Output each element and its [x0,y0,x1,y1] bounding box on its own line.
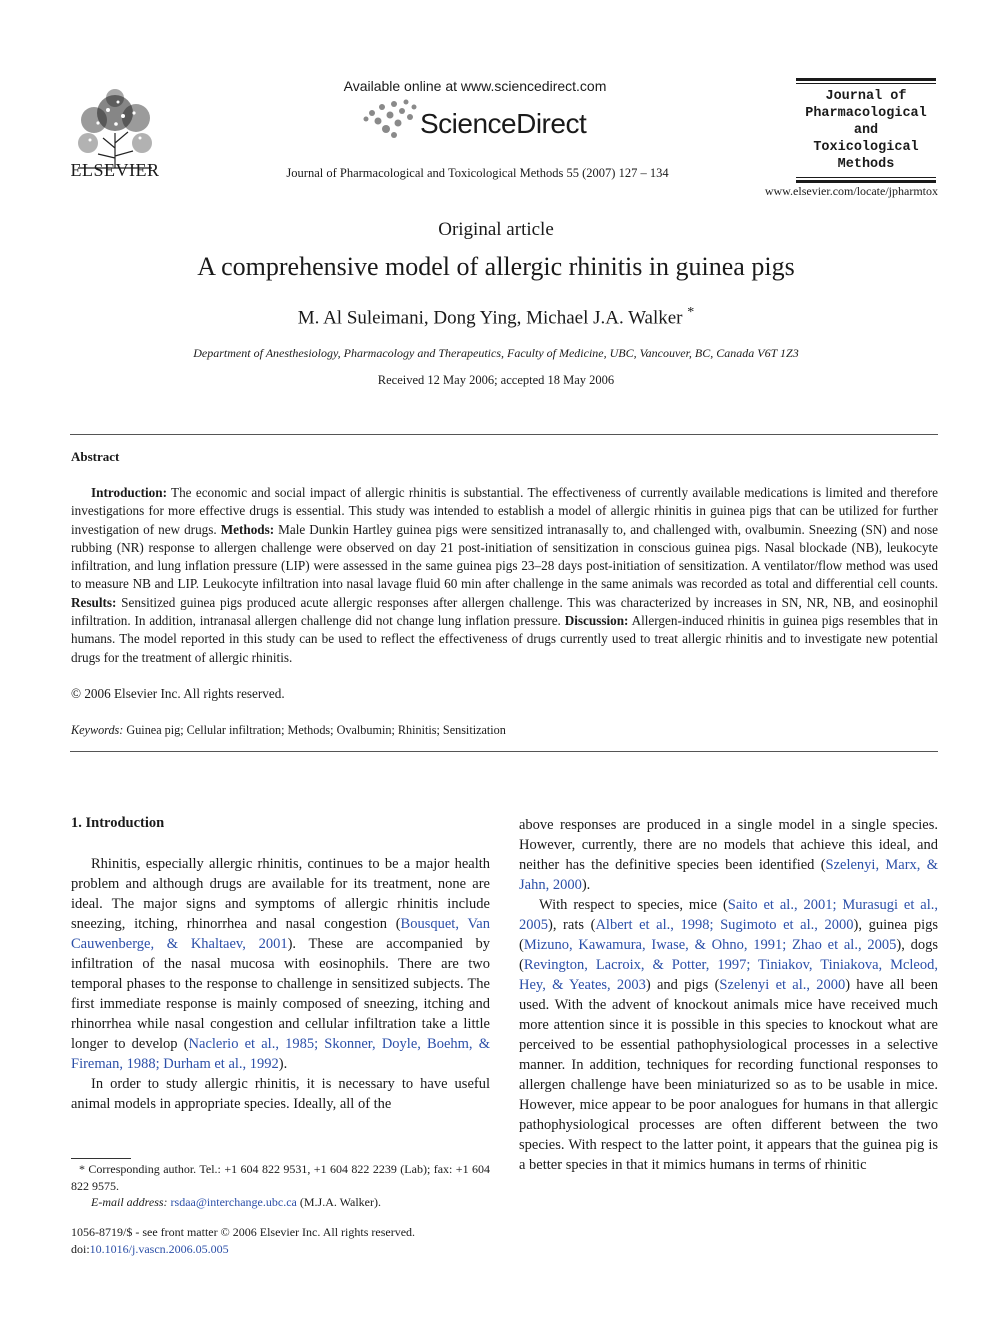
body-text: Rhinitis, especially allergic rhinitis, continues to be a major health problem and although drugs are available for its treatment, none are ideal. The major signs and symptoms of allergic rhinitis include sneezing, itching, rhinorrhea and nasal congestion ( [71,856,490,932]
paragraph: In order to study allergic rhinitis, it is necessary to have useful animal models in appropriate species. Ideally, all of the [71,1076,490,1112]
abstract-discussion: Allergen-induced rhinitis in guinea pigs resembles that in humans. The model reported in this study can be used to reflect the effectiveness of drugs currently used to treat allergic rhinitis and to investigate new potential drugs for the treatment of allergic rhinitis. [71,613,938,665]
citation-link[interactable]: Naclerio et al., 1985; Skonner, Doyle, Boehm, & Fireman, 1988; Durham et al., 1992 [71,1036,490,1072]
body-text: ) have all been used. With the advent of knockout animals mice have received much more attention since it is possible in this species to knockout what are perceived to be essential pathophysiological processes in a selective manner. In addition, techniques for recording functional responses to allergen challenge have been miniaturized so as to be usable in mice. However, mice appear to be poor analogues for humans in that allergic pathophysiological processes are often different between the two species. With respect to the latter point, it appears that the guinea pig is a better species in that it mimics humans in terms of rhinitic [519,977,939,1173]
section-heading: 1. Introduction [71,815,165,831]
citation-link[interactable]: Szelenyi, Marx, & Jahn, 2000 [519,857,938,893]
doi-label: doi: [71,1241,90,1256]
journal-logo [796,78,936,183]
corresponding-author-note: Corresponding author. Tel.: +1 604 822 9531, +1 604 822 2239 (Lab); fax: +1 604 822 9575. [71,1162,490,1193]
footnote [71,1161,490,1211]
citation-link[interactable]: Revington, Lacroix, & Potter, 1997; Tiniakov, Tiniakova, Mcleod, Hey, & Yeates, 2003 [519,957,938,993]
body-text: ). These are accompanied by infiltration of the nasal mucosa with eosinophils. There are two temporal phases to the response to challenge in sensitized subjects. The first immediate response is mainly composed of sneezing, itching and rhinorrhea while nasal congestion and cellular infiltration take a little longer to develop ( [71,936,490,1052]
email-label: E-mail address: [91,1195,168,1209]
sciencedirect-wordmark: ScienceDirect [420,108,587,139]
abstract-introduction: The economic and social impact of allergic rhinitis is substantial. The effectiveness of currently available medications is limited and therefore investigations for more effective drugs is essential. This study was intended to establish a model of allergic rhinitis in guinea pigs that can be utilized for further investigation of new drugs. [71,485,938,537]
email-suffix: (M.J.A. Walker). [296,1195,382,1209]
footnote-divider [71,1158,131,1159]
journal-citation: Journal of Pharmacological and Toxicological Methods 55 (2007) 127 – 134 [286,166,669,180]
abstract-copyright: © 2006 Elsevier Inc. All rights reserved. [71,686,285,701]
body-text: ), guinea pigs ( [519,917,939,953]
publisher-name: ELSEVIER [70,160,160,180]
left-column [71,854,490,1114]
body-text: above responses are produced in a single model in a single species. However, currently, there are no models that achieve this ideal, and neither has the definitive species been identified ( [519,817,938,873]
article-type: Original article [438,219,554,240]
keywords-label: Keywords: [71,723,124,737]
abstract-heading: Abstract [71,449,120,464]
keywords-list: Guinea pig; Cellular infiltration; Methods; Ovalbumin; Rhinitis; Sensitization [123,723,506,737]
article-title: A comprehensive model of allergic rhinitis in guinea pigs [197,252,795,281]
divider [70,434,938,435]
available-online-text: Available online at www.sciencedirect.com [343,78,607,94]
issn-line: 1056-8719/$ - see front matter © 2006 Elsevier Inc. All rights reserved. [71,1225,416,1239]
citation-link[interactable]: Bousquet, Van Cauwenberge, & Khaltaev, 2001 [71,916,490,952]
received-dates: Received 12 May 2006; accepted 18 May 2006 [377,373,615,387]
citation-link[interactable]: Szelenyi et al., 2000 [719,977,846,993]
author-list [0,305,992,329]
authors-text: M. Al Suleimani, Dong Ying, Michael J.A. Walker [297,307,683,329]
citation-link[interactable]: Albert et al., 1998; Sugimoto et al., 2000 [595,917,854,933]
journal-url[interactable]: www.elsevier.com/locate/jpharmtox [764,184,938,198]
paragraph [519,895,938,1175]
issn-block [71,1224,415,1257]
abstract-label-introduction: Introduction: [91,485,167,500]
corresponding-author-mark[interactable]: * [687,305,695,320]
body-text: ). [278,1056,288,1072]
abstract-label-discussion: Discussion: [564,613,629,629]
divider [70,751,938,752]
email-link[interactable]: rsdaa@interchange.ubc.ca [170,1195,297,1209]
footnote-mark: * [79,1162,85,1176]
body-text: ) and pigs ( [645,977,720,993]
body-text: With respect to species, mice ( [539,897,728,913]
abstract-label-results: Results: [71,594,117,610]
keywords [71,723,506,738]
journal-logo-line: Pharmacological [805,106,927,121]
citation-link[interactable]: Mizuno, Kawamura, Iwase, & Ohno, 1991; Zhao et al., 2005 [523,937,897,953]
affiliation: Department of Anesthesiology, Pharmacology and Therapeutics, Faculty of Medicine, UBC, Vancouver, BC, Canada V6T 1Z3 [193,346,799,360]
paragraph [519,815,938,895]
abstract-label-methods: Methods: [220,521,275,537]
abstract-results: Sensitized guinea pigs produced acute allergic responses after allergen challenge. This was characterized by increases in SN, NR, NB, and eosinophil infiltration. In addition, intranasal allergen challenge did not change lung inflation pressure. [71,594,938,629]
abstract-body [71,484,938,667]
abstract-methods: Male Dunkin Hartley guinea pigs were sensitized intranasally to, and challenged with, ovalbumin. Sneezing (SN) and nose rubbing (NR) response to allergen challenge were observed on day 21 post-initiation of sensitization in conscious guinea pigs. Nasal blockade (NB), leukocyte infiltration, and lung inflation pressure (LIP) were assessed in the same guinea pigs 23–28 days post-initiation of sensitization. A ventilator/flow method was used to measure NB and LIP. Leukocyte infiltration into nasal lavage fluid 60 min after challenge in the same animals was recorded as total and differential cell counts. [71,521,938,592]
doi-link[interactable]: 10.1016/j.vascn.2006.05.005 [89,1241,229,1256]
body-text: ), rats ( [548,917,596,933]
journal-logo-line: Journal of [825,89,907,104]
paragraph [71,854,490,1074]
body-text: ), dogs ( [519,937,938,973]
journal-logo-line: and [853,123,879,138]
citation-link[interactable]: Saito et al., 2001; Murasugi et al., 2005 [519,897,938,933]
right-column [519,815,938,1175]
journal-logo-line: Toxicological [813,140,919,155]
journal-logo-line: Methods [837,157,895,172]
body-text: ). [581,877,591,893]
